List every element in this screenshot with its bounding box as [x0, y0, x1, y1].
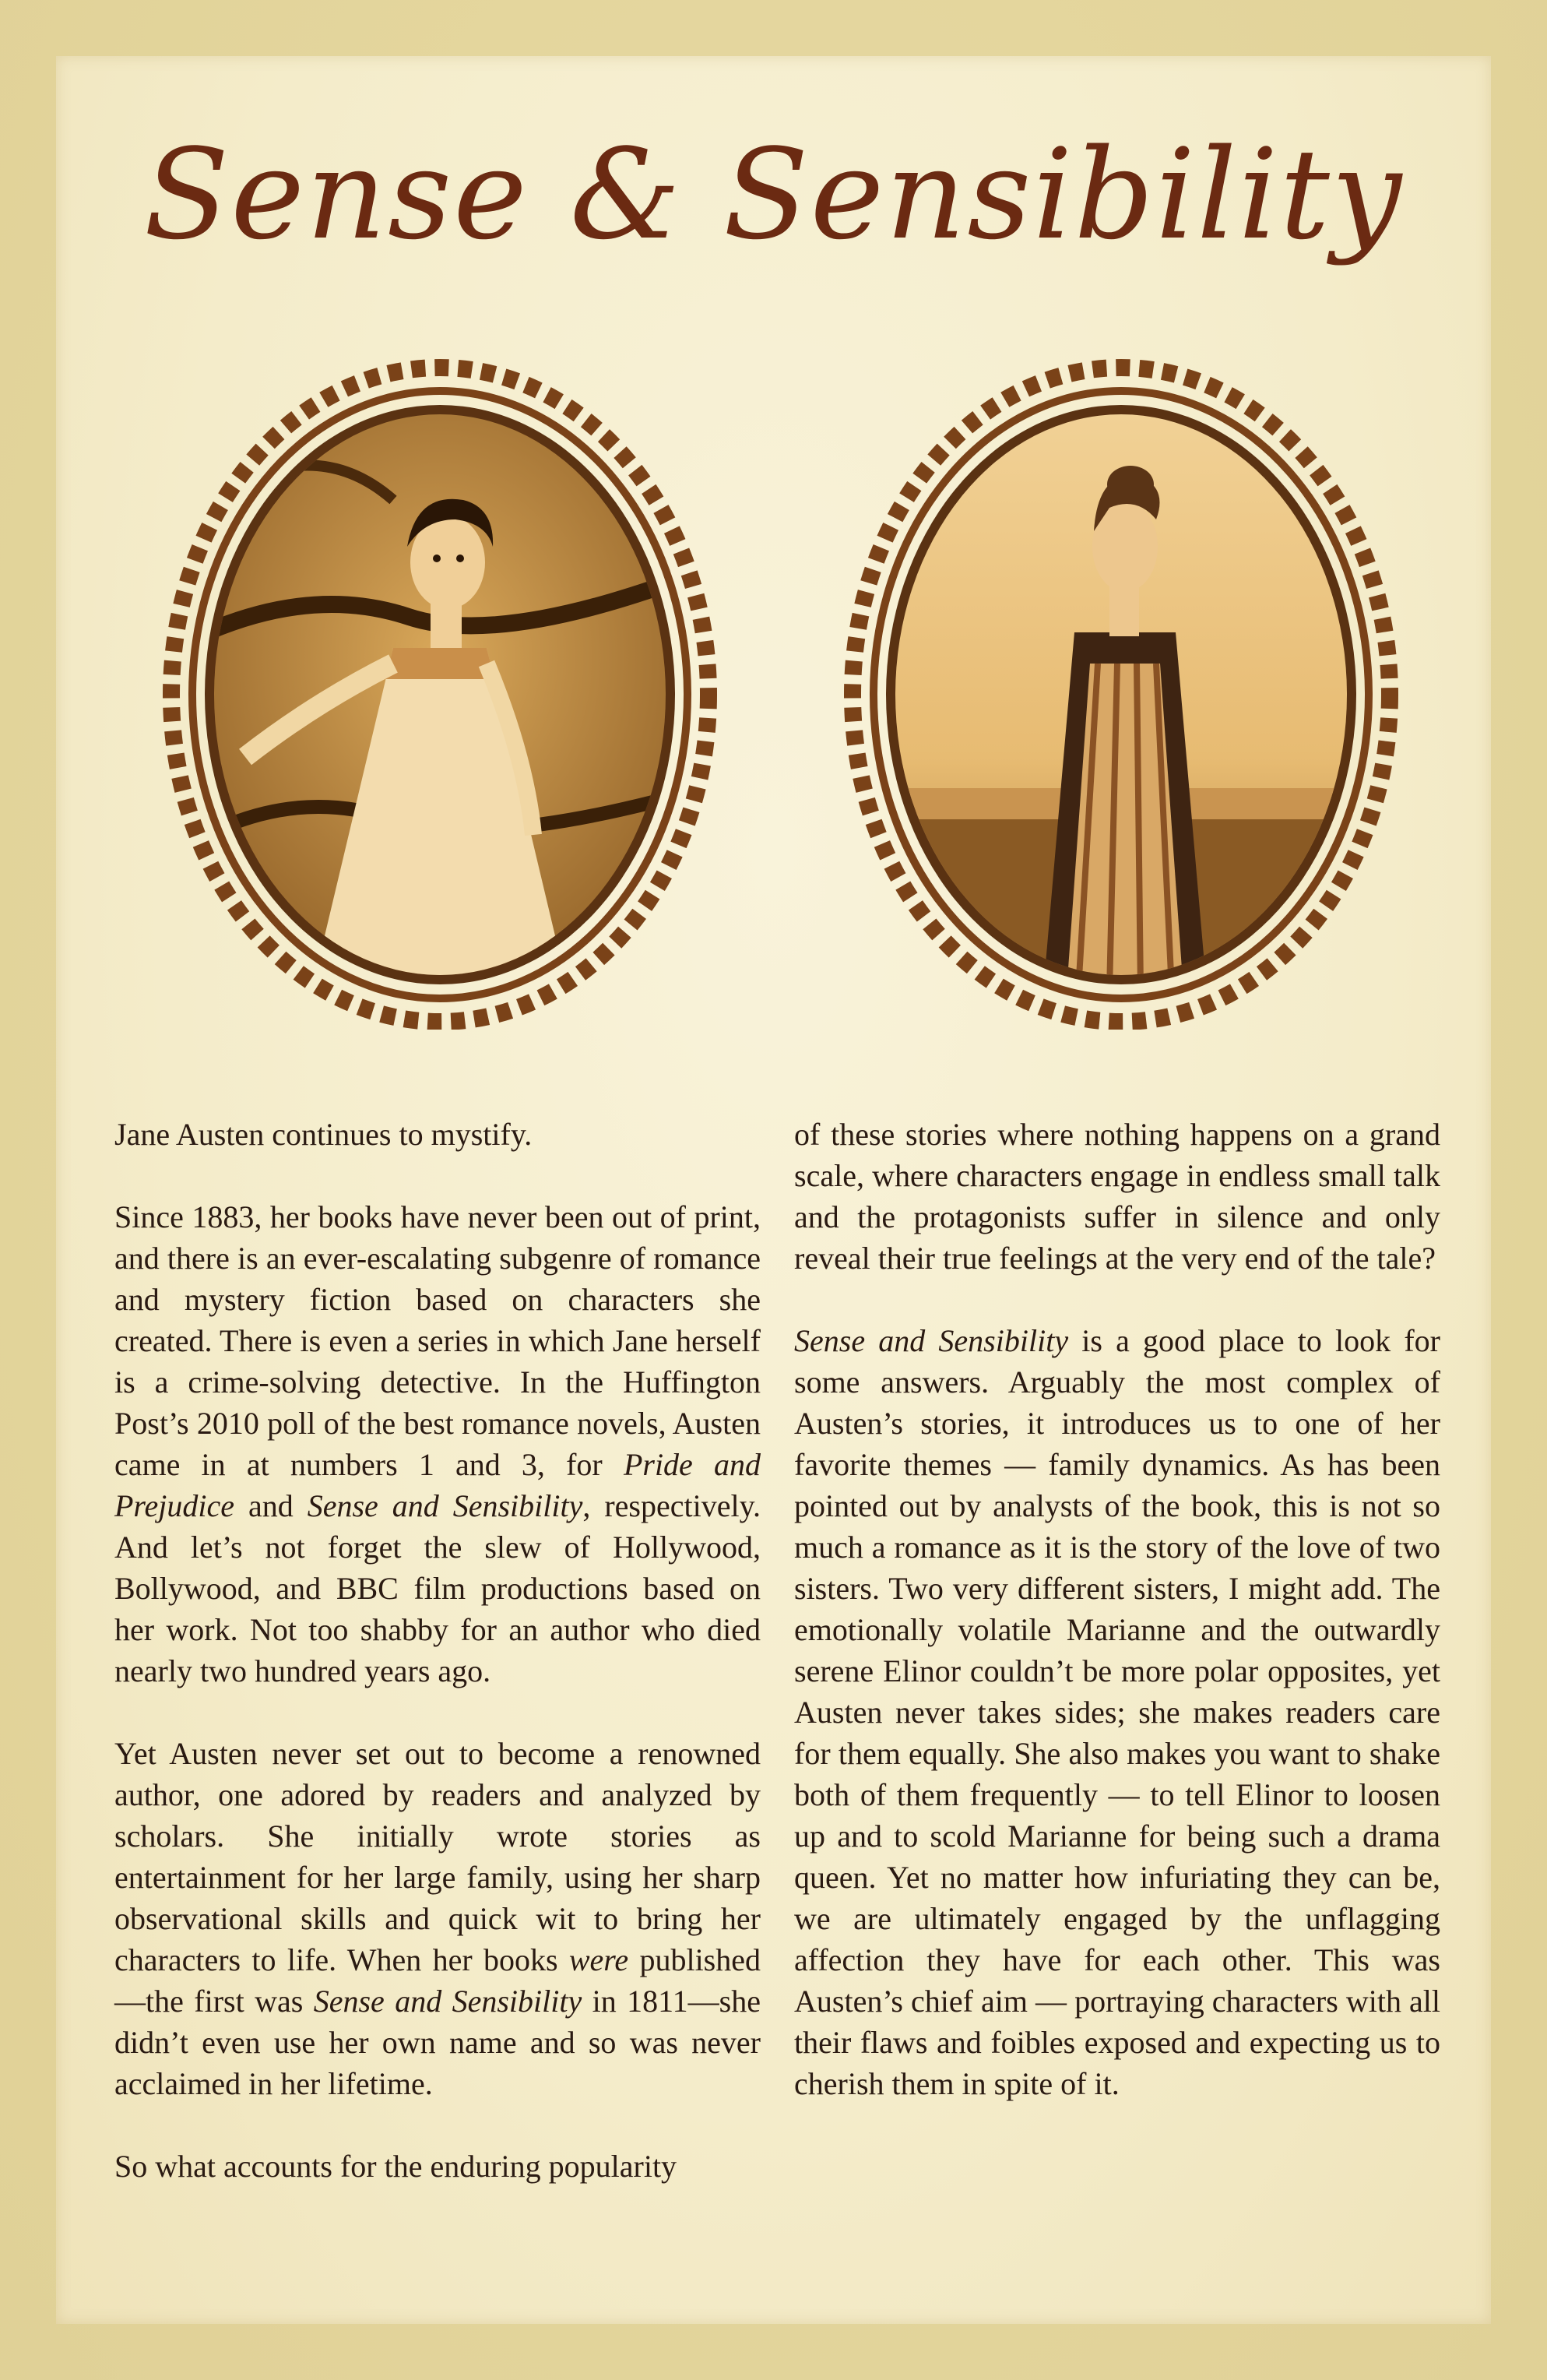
paragraph-text: is a good place to look for some answers. Arguably the most complex of Austen’s stories, it introduces us to one of her favorite themes — family dynamics. As has been pointed out by analysts of the book, this is not so much a romance as it is the story of the love of two sisters. Two very different sisters, I might add. The emotionally volatile Marianne and the outwardly serene Elinor couldn’t be more polar opposites, yet Austen never takes sides; she makes readers care for them equally. She also makes you want to shake both of them frequently — to tell Elinor to loosen up and to scold Marianne for being such a drama queen. Yet no matter how infuriating they can be, we are ultimately engaged by the unflagging affection they have for each other. This was Austen’s chief aim — portraying characters with all their flaws and foibles exposed and expecting us to cherish them in spite of it.	[794, 1323, 1440, 2101]
book-title: Sense and Sensibility	[313, 1984, 582, 2019]
book-title: Sense and Sensibility	[307, 1488, 583, 1523]
paragraph-question-end: of these stories where nothing happens on a grand scale, where characters engage in endless small talk and the protagonists suffer in silence and only reveal their true feelings at the very end of the tale?	[794, 1117, 1440, 1276]
marianne-illustration	[160, 352, 720, 1030]
paragraph-popularity	[114, 1196, 761, 1692]
paragraph-text: published—the first was	[114, 1942, 761, 2019]
page-title: Sense & Sensibility	[143, 121, 1404, 267]
paragraph-origins	[114, 1733, 761, 2104]
paragraph-intro: Jane Austen continues to mystify.	[114, 1117, 533, 1152]
portrait-marianne	[160, 352, 720, 1030]
book-title: Sense and Sensibility	[794, 1323, 1069, 1358]
paragraph-text: in 1811—she didn’t even use her own name and so was never acclaimed in her lifetime.	[114, 1984, 761, 2101]
paragraph-text: Yet Austen never set out to become a renowned author, one adored by readers and analyzed by scholars. She initially wrote stories as entertainment for her large family, using her sharp observational skills and quick wit to bring her characters to life. When her books	[114, 1736, 761, 1977]
paragraph-text: Since 1883, her books have never been out of print, and there is an ever-escalating subgenre of romance and mystery fiction based on characters she created. There is even a series in which Jane herself is a crime-solving detective. In the Huffington Post’s 2010 poll of the best romance novels, Austen came in at numbers 1 and 3, for	[114, 1199, 761, 1482]
portrait-elinor	[841, 352, 1401, 1030]
emphasis: were	[568, 1942, 629, 1977]
elinor-illustration	[841, 352, 1401, 1030]
paragraph-analysis	[794, 1320, 1440, 2104]
paragraph-question-start: So what accounts for the enduring popularity	[114, 2149, 677, 2184]
article-column-right	[794, 1114, 1440, 2104]
article-column-left	[114, 1114, 761, 2187]
book-title: Pride and Prejudice	[114, 1447, 761, 1523]
paragraph-text: , respectively. And let’s not forget the slew of Hollywood, Bollywood, and BBC film productions based on her work. Not too shabby for an author who died nearly two hundred years ago.	[114, 1488, 761, 1688]
paragraph-text: and	[234, 1488, 308, 1523]
